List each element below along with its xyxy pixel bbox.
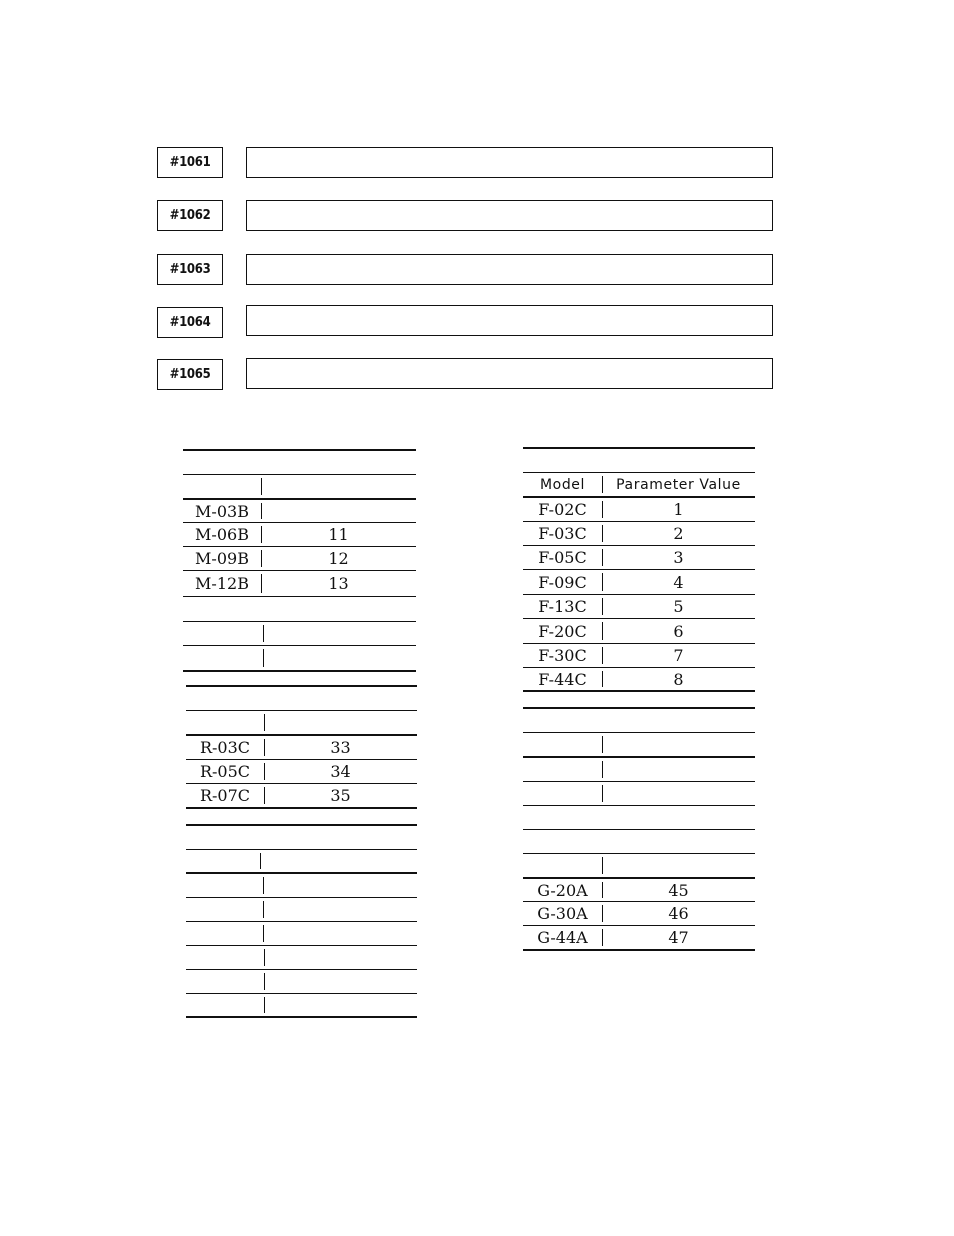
table-title-row	[523, 449, 755, 473]
model-cell: F-20C	[538, 621, 587, 641]
table-title-row	[186, 826, 417, 850]
empty-table-left	[186, 824, 417, 1018]
value-cell: 2	[673, 524, 684, 543]
model-cell: R-05C	[199, 762, 251, 781]
model-cell: M-03B	[195, 501, 249, 521]
table-title-row	[523, 709, 755, 733]
table-row	[523, 595, 755, 619]
param-label-1063: #1063	[157, 254, 223, 285]
table-title-row	[523, 806, 755, 830]
value-cell: 12	[328, 549, 349, 568]
value-cell: 7	[673, 646, 684, 665]
table-row	[183, 646, 416, 672]
param-field-1065[interactable]	[246, 358, 773, 389]
model-cell: R-07C	[199, 786, 251, 805]
table-row	[186, 922, 417, 946]
table-header-row	[186, 711, 417, 736]
value-cell: 11	[328, 525, 349, 544]
model-cell: F-13C	[538, 597, 587, 616]
column-header-value: Parameter Value	[616, 476, 741, 493]
param-field-1064[interactable]	[246, 305, 773, 336]
model-cell: M-12B	[195, 574, 249, 593]
table-row	[186, 874, 417, 898]
table-row	[523, 498, 755, 522]
table-header-row	[186, 850, 417, 874]
param-label-1062: #1062	[157, 200, 223, 231]
model-cell: F-02C	[538, 500, 587, 519]
table-header-row	[523, 854, 755, 879]
table-header-row	[523, 733, 755, 758]
param-label-1065: #1065	[157, 359, 223, 390]
model-cell: F-05C	[538, 548, 587, 567]
table-row	[523, 619, 755, 644]
table-row	[183, 622, 416, 646]
model-cell: G-20A	[537, 880, 588, 900]
table-row	[186, 994, 417, 1018]
table-row	[523, 668, 755, 692]
value-cell: 5	[673, 597, 684, 616]
value-cell	[261, 500, 416, 522]
table-row	[183, 571, 416, 597]
model-cell: G-30A	[537, 904, 588, 923]
table-row	[523, 758, 755, 782]
param-field-1063[interactable]	[246, 254, 773, 285]
table-title-row	[523, 830, 755, 854]
param-field-1062[interactable]	[246, 200, 773, 231]
model-cell: M-06B	[195, 525, 249, 544]
table-row	[186, 736, 417, 760]
m-series-table	[183, 449, 416, 672]
table-row	[523, 522, 755, 546]
value-cell: 47	[668, 928, 689, 947]
table-title-row	[183, 451, 416, 475]
table-row	[186, 970, 417, 994]
value-cell: 13	[328, 574, 349, 593]
column-header-model: Model	[539, 476, 586, 493]
param-label-1064: #1064	[157, 307, 223, 338]
table-row	[523, 902, 755, 926]
model-cell: F-03C	[538, 524, 587, 543]
model-cell: F-30C	[538, 646, 587, 665]
table-row	[183, 547, 416, 571]
model-cell: R-03C	[199, 738, 251, 757]
table-header-row	[183, 475, 416, 500]
table-row	[523, 926, 755, 951]
value-cell: 3	[673, 548, 684, 567]
model-cell: G-44A	[537, 928, 588, 947]
value-cell: 33	[330, 738, 351, 757]
model-cell: F-09C	[538, 572, 587, 592]
g-series-table	[523, 707, 755, 951]
table-title-row	[186, 687, 417, 711]
table-row	[186, 784, 417, 809]
value-cell: 45	[668, 880, 689, 900]
table-row	[186, 946, 417, 970]
model-cell: M-09B	[195, 549, 249, 568]
table-row	[523, 879, 755, 902]
value-cell: 46	[668, 904, 689, 923]
r-series-table	[186, 685, 417, 809]
value-cell: 4	[673, 572, 684, 592]
value-cell: 1	[673, 500, 684, 519]
model-cell: F-44C	[538, 669, 587, 689]
table-row	[523, 570, 755, 595]
value-cell: 34	[330, 762, 351, 781]
f-series-table	[523, 447, 755, 692]
table-row	[523, 644, 755, 668]
table-row	[186, 898, 417, 922]
value-cell: 6	[673, 621, 684, 641]
param-field-1061[interactable]	[246, 147, 773, 178]
table-row	[183, 500, 416, 523]
table-title-row	[183, 597, 416, 622]
table-row	[186, 760, 417, 784]
table-header-row	[523, 473, 755, 498]
value-cell: 8	[673, 669, 684, 689]
table-row	[523, 546, 755, 570]
value-cell: 35	[330, 786, 351, 805]
table-row	[183, 523, 416, 547]
param-label-1061: #1061	[157, 147, 223, 178]
table-row	[523, 782, 755, 806]
